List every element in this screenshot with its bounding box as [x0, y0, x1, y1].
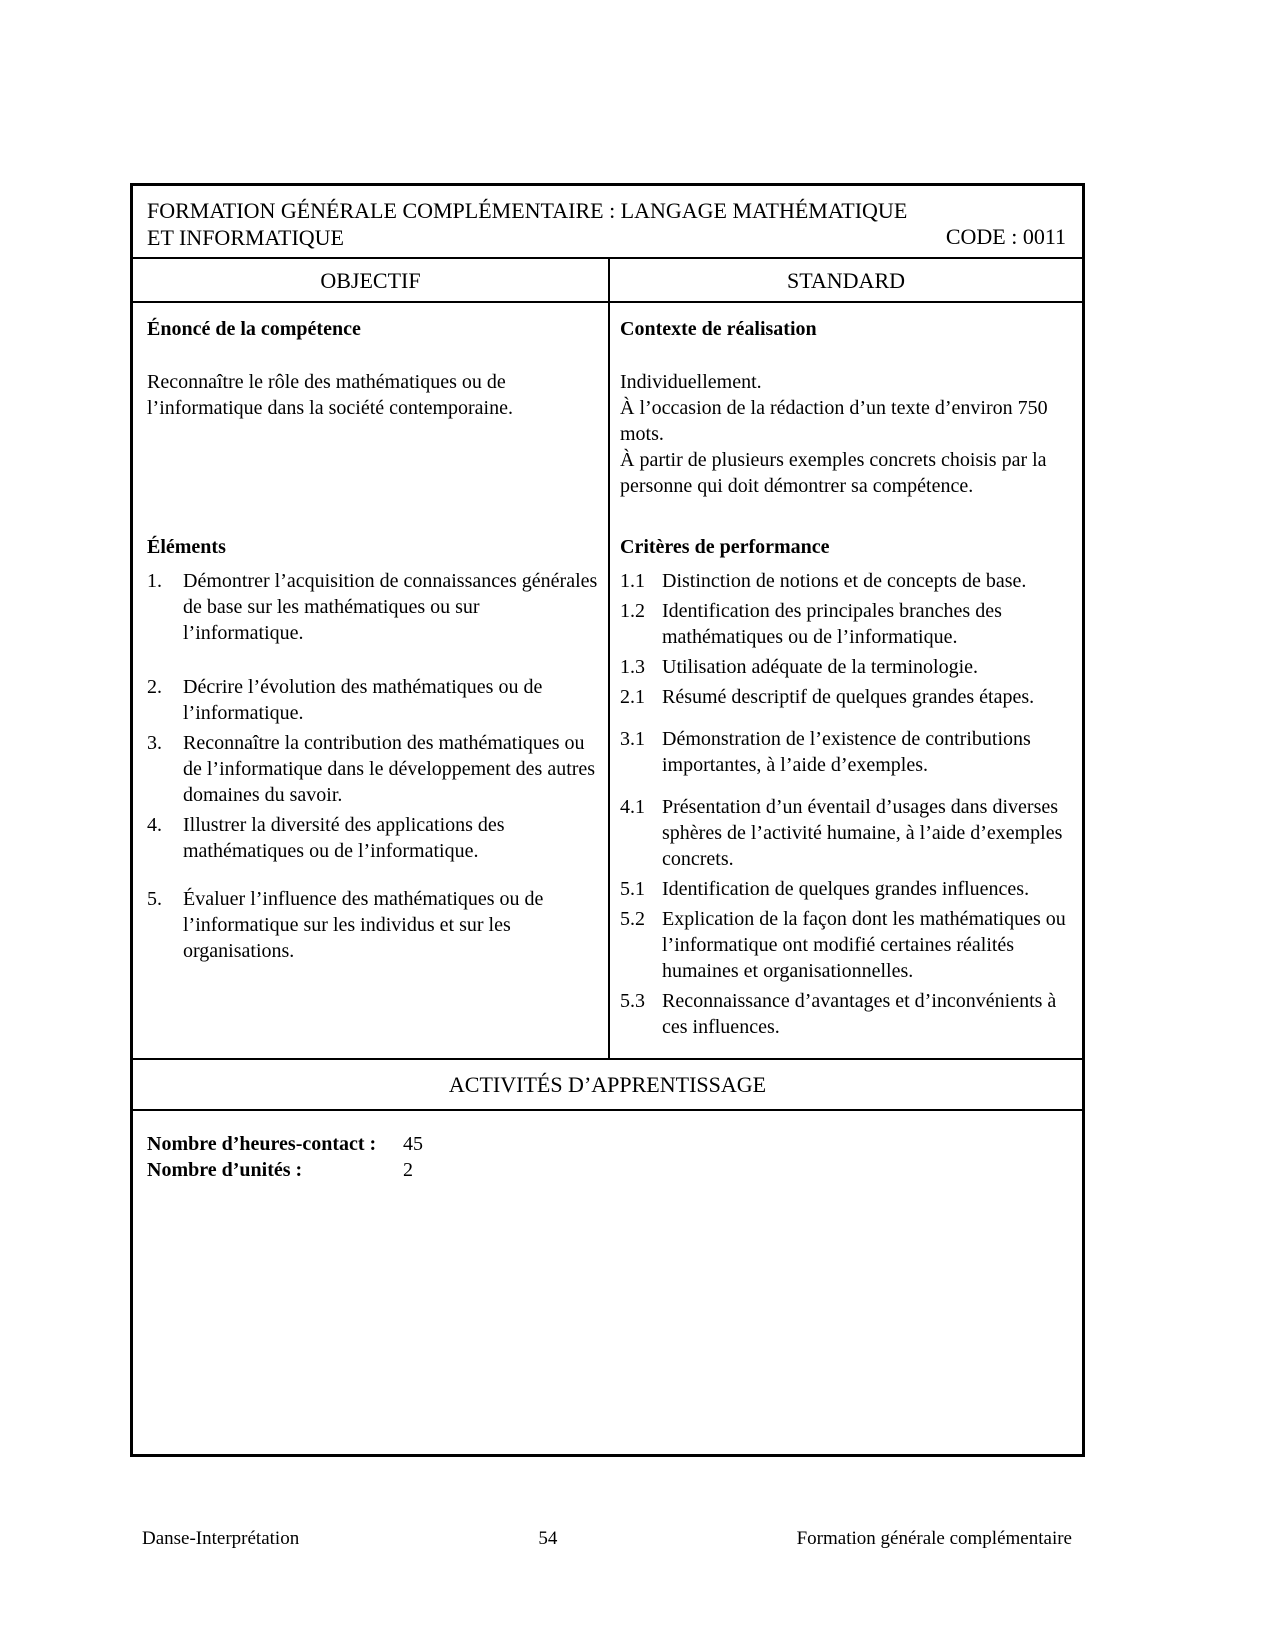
contexte-heading: Contexte de réalisation — [620, 318, 817, 340]
critere-text: Reconnaissance d’avantages et d’inconvénients à ces influences. — [662, 990, 1057, 1038]
element-number: 5. — [147, 888, 162, 910]
critere-text: Démonstration de l’existence de contributions importantes, à l’aide d’exemples. — [662, 728, 1031, 776]
criteres-list — [620, 568, 1074, 1040]
critere-text: Distinction de notions et de concepts de base. — [662, 570, 1027, 592]
critere-number: 5.3 — [620, 990, 645, 1012]
content-row — [133, 303, 1082, 1060]
element-text: Évaluer l’influence des mathématiques ou de l’informatique sur les individus et sur les organisations. — [183, 888, 544, 962]
info-line-unites — [147, 1157, 1068, 1183]
critere-number: 1.3 — [620, 656, 645, 678]
element-text: Reconnaître la contribution des mathématiques ou de l’informatique dans le développement des autres domaines du savoir. — [183, 732, 596, 806]
objectif-cell — [133, 303, 610, 1058]
enonce-heading: Énoncé de la compétence — [147, 318, 361, 340]
critere-item — [620, 794, 1074, 872]
critere-number: 1.1 — [620, 570, 645, 592]
activites-title: ACTIVITÉS D’APPRENTISSAGE — [448, 1072, 767, 1097]
contexte-block — [620, 369, 1074, 499]
unites-label: Nombre d’unités : — [147, 1159, 303, 1181]
unites-value: 2 — [403, 1159, 413, 1181]
critere-text: Identification de quelques grandes influences. — [662, 878, 1030, 900]
competency-table — [130, 183, 1085, 1457]
critere-item — [620, 988, 1074, 1040]
critere-text: Identification des principales branches des mathématiques ou de l’informatique. — [662, 600, 1002, 648]
info-line-heures — [147, 1131, 1068, 1157]
heures-contact-value: 45 — [403, 1133, 423, 1155]
table-title-row — [133, 186, 1082, 259]
criteres-section — [620, 534, 1074, 1044]
critere-number: 5.1 — [620, 878, 645, 900]
element-number: 1. — [147, 570, 162, 592]
contexte-sentence: Individuellement. — [620, 371, 762, 393]
activites-row — [133, 1060, 1082, 1111]
element-number: 4. — [147, 814, 162, 836]
element-item — [147, 568, 598, 646]
element-number: 3. — [147, 732, 162, 754]
element-text: Décrire l’évolution des mathématiques ou de l’informatique. — [183, 676, 543, 724]
critere-number: 4.1 — [620, 796, 645, 818]
critere-item — [620, 726, 1074, 778]
element-item — [147, 730, 598, 808]
column-headers-row — [133, 259, 1082, 303]
element-item — [147, 812, 598, 864]
course-code: CODE : 0011 — [945, 224, 1066, 249]
element-item — [147, 886, 598, 964]
footer-section-name: Formation générale complémentaire — [796, 1528, 1072, 1549]
infos-row — [133, 1111, 1082, 1454]
element-number: 2. — [147, 676, 162, 698]
critere-item — [620, 876, 1074, 902]
criteres-heading: Critères de performance — [620, 536, 830, 558]
contexte-sentence: À l’occasion de la rédaction d’un texte d’environ 750 mots. — [620, 397, 1048, 445]
critere-number: 2.1 — [620, 686, 645, 708]
critere-item — [620, 568, 1074, 594]
element-item — [147, 674, 598, 726]
contexte-sentence: À partir de plusieurs exemples concrets choisis par la personne qui doit démontrer sa compétence. — [620, 449, 1047, 497]
page-footer — [142, 1528, 1072, 1550]
critere-item — [620, 906, 1074, 984]
element-text: Démontrer l’acquisition de connaissances générales de base sur les mathématiques ou sur l’informatique. — [183, 570, 598, 644]
critere-item — [620, 598, 1074, 650]
standard-column-header: STANDARD — [786, 268, 906, 293]
standard-cell — [610, 303, 1082, 1058]
critere-item — [620, 684, 1074, 710]
element-text: Illustrer la diversité des applications des mathématiques ou de l’informatique. — [183, 814, 505, 862]
critere-text: Utilisation adéquate de la terminologie. — [662, 656, 979, 678]
enonce-text: Reconnaître le rôle des mathématiques ou de l’informatique dans la société contemporaine. — [147, 371, 513, 419]
table-title-line1: FORMATION GÉNÉRALE COMPLÉMENTAIRE : LANGAGE MATHÉMATIQUE — [147, 198, 908, 223]
elements-list — [147, 568, 598, 964]
objectif-column-header: OBJECTIF — [133, 259, 610, 301]
elements-section — [147, 534, 598, 968]
critere-number: 1.2 — [620, 600, 645, 622]
table-title-line2: ET INFORMATIQUE — [147, 225, 344, 250]
elements-heading: Éléments — [147, 536, 226, 558]
critere-number: 5.2 — [620, 908, 645, 930]
footer-page-number: 54 — [538, 1528, 558, 1549]
critere-text: Présentation d’un éventail d’usages dans diverses sphères de l’activité humaine, à l’aide d’exemples concrets. — [662, 796, 1063, 870]
heures-contact-label: Nombre d’heures-contact : — [147, 1133, 377, 1155]
critere-number: 3.1 — [620, 728, 645, 750]
footer-program-name: Danse-Interprétation — [142, 1528, 300, 1549]
critere-text: Résumé descriptif de quelques grandes étapes. — [662, 686, 1035, 708]
critere-text: Explication de la façon dont les mathématiques ou l’informatique ont modifié certaines réalités humaines et organisationnelles. — [662, 908, 1066, 982]
critere-item — [620, 654, 1074, 680]
